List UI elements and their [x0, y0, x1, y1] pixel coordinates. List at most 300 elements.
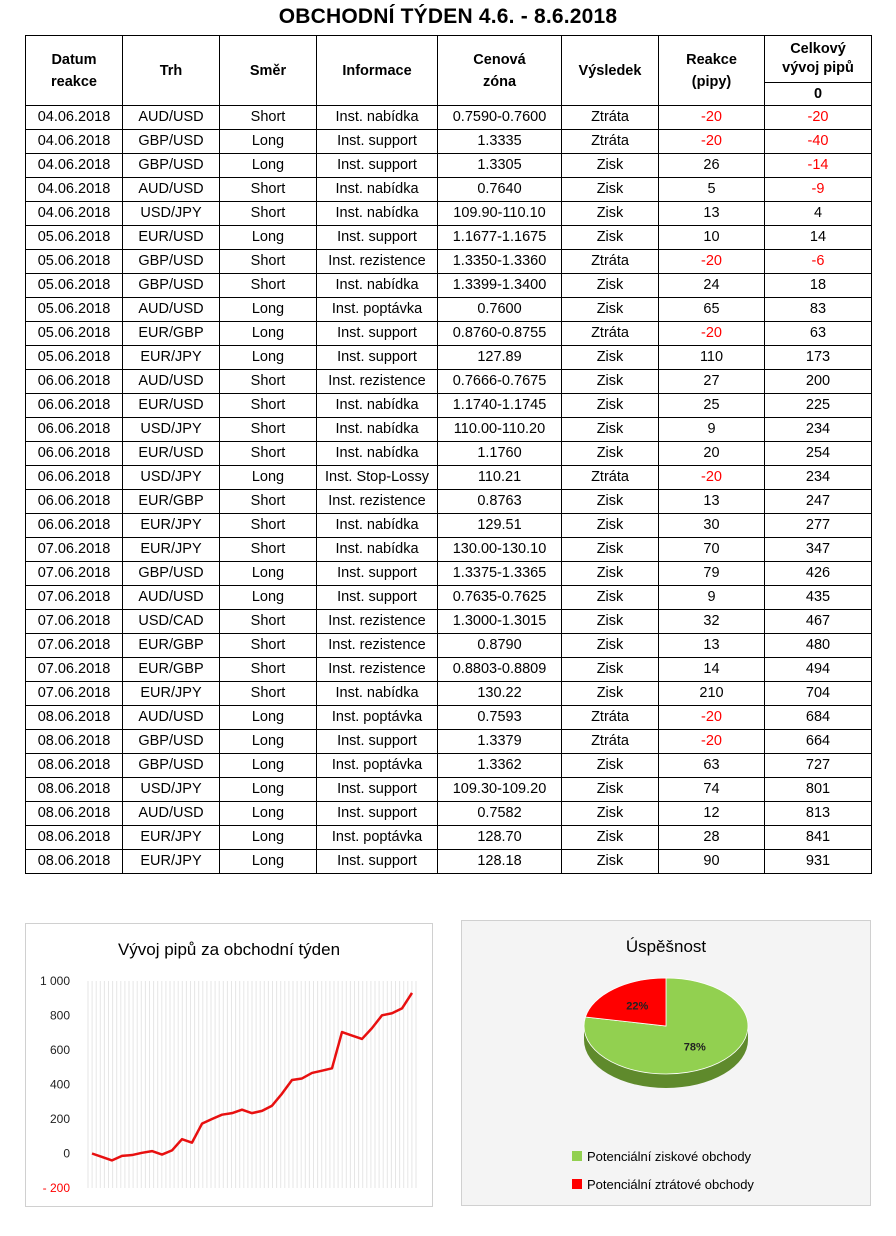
- cell-zona: 0.7640: [438, 178, 562, 202]
- cell-smer: Short: [220, 490, 317, 514]
- cell-smer: Long: [220, 586, 317, 610]
- cell-celkovy: 347: [765, 538, 872, 562]
- y-tick-label: 400: [49, 1077, 70, 1092]
- cell-smer: Short: [220, 682, 317, 706]
- cell-reakce: 79: [659, 562, 765, 586]
- cell-zona: 1.3375-1.3365: [438, 562, 562, 586]
- cell-smer: Long: [220, 706, 317, 730]
- cell-zona: 1.3000-1.3015: [438, 610, 562, 634]
- header-vysledek: Výsledek: [562, 36, 659, 106]
- cell-reakce: 13: [659, 634, 765, 658]
- table-row: [26, 154, 872, 178]
- table-row: [26, 802, 872, 826]
- cell-vysledek: Zisk: [562, 490, 659, 514]
- cell-celkovy: 494: [765, 658, 872, 682]
- cell-celkovy: -20: [765, 106, 872, 130]
- cell-trh: GBP/USD: [123, 274, 220, 298]
- cell-datum: 04.06.2018: [26, 178, 123, 202]
- cell-informace: Inst. support: [317, 562, 438, 586]
- cell-datum: 04.06.2018: [26, 106, 123, 130]
- cell-celkovy: 684: [765, 706, 872, 730]
- cell-datum: 08.06.2018: [26, 802, 123, 826]
- cell-smer: Long: [220, 346, 317, 370]
- pips-chart-title: Vývoj pipů za obchodní týden: [117, 940, 341, 959]
- legend-item-loss: [572, 1170, 754, 1198]
- cell-smer: Short: [220, 634, 317, 658]
- y-tick-label: - 200: [42, 1181, 70, 1195]
- cell-reakce: -20: [659, 250, 765, 274]
- cell-celkovy: 200: [765, 370, 872, 394]
- cell-datum: 07.06.2018: [26, 610, 123, 634]
- cell-celkovy: 801: [765, 778, 872, 802]
- cell-vysledek: Zisk: [562, 370, 659, 394]
- legend-swatch-loss: [572, 1179, 582, 1189]
- cell-smer: Short: [220, 106, 317, 130]
- cell-vysledek: Zisk: [562, 634, 659, 658]
- table-row: [26, 394, 872, 418]
- cell-informace: Inst. nabídka: [317, 394, 438, 418]
- cell-vysledek: Zisk: [562, 154, 659, 178]
- y-tick-label: 800: [49, 1008, 70, 1023]
- cell-smer: Long: [220, 850, 317, 874]
- cell-reakce: 74: [659, 778, 765, 802]
- cell-trh: AUD/USD: [123, 370, 220, 394]
- cell-zona: 128.18: [438, 850, 562, 874]
- cell-smer: Short: [220, 538, 317, 562]
- trades-table: [25, 35, 872, 874]
- table-row: [26, 322, 872, 346]
- cell-informace: Inst. nabídka: [317, 178, 438, 202]
- cell-datum: 08.06.2018: [26, 730, 123, 754]
- cell-informace: Inst. nabídka: [317, 514, 438, 538]
- cell-reakce: 14: [659, 658, 765, 682]
- cell-trh: AUD/USD: [123, 298, 220, 322]
- cell-celkovy: 247: [765, 490, 872, 514]
- cell-zona: 130.22: [438, 682, 562, 706]
- cell-vysledek: Zisk: [562, 178, 659, 202]
- cell-informace: Inst. rezistence: [317, 658, 438, 682]
- legend-label-profit: Potenciální ziskové obchody: [587, 1148, 752, 1164]
- cell-informace: Inst. nabídka: [317, 106, 438, 130]
- cell-informace: Inst. support: [317, 730, 438, 754]
- cell-datum: 06.06.2018: [26, 370, 123, 394]
- cell-vysledek: Ztráta: [562, 322, 659, 346]
- cell-vysledek: Zisk: [562, 682, 659, 706]
- cell-zona: 130.00-130.10: [438, 538, 562, 562]
- cell-smer: Short: [220, 178, 317, 202]
- cell-informace: Inst. rezistence: [317, 634, 438, 658]
- cell-informace: Inst. support: [317, 586, 438, 610]
- cell-celkovy: 14: [765, 226, 872, 250]
- cell-informace: Inst. support: [317, 778, 438, 802]
- cell-vysledek: Zisk: [562, 586, 659, 610]
- cell-reakce: -20: [659, 466, 765, 490]
- table-row: [26, 202, 872, 226]
- cell-informace: Inst. rezistence: [317, 370, 438, 394]
- cell-trh: AUD/USD: [123, 706, 220, 730]
- cell-zona: 109.90-110.10: [438, 202, 562, 226]
- cell-celkovy: 704: [765, 682, 872, 706]
- cell-reakce: 9: [659, 586, 765, 610]
- cell-trh: EUR/USD: [123, 226, 220, 250]
- cell-smer: Long: [220, 298, 317, 322]
- cell-trh: AUD/USD: [123, 106, 220, 130]
- cell-trh: EUR/JPY: [123, 514, 220, 538]
- cell-celkovy: 234: [765, 418, 872, 442]
- cell-informace: Inst. poptávka: [317, 754, 438, 778]
- table-row: [26, 250, 872, 274]
- cell-datum: 08.06.2018: [26, 706, 123, 730]
- cell-smer: Long: [220, 802, 317, 826]
- cell-vysledek: Ztráta: [562, 466, 659, 490]
- header-reakce: Reakce (pipy): [659, 36, 765, 106]
- cell-datum: 06.06.2018: [26, 490, 123, 514]
- table-row: [26, 274, 872, 298]
- cell-informace: Inst. support: [317, 154, 438, 178]
- legend-label-loss: Potenciální ztrátové obchody: [587, 1176, 754, 1192]
- cell-datum: 07.06.2018: [26, 586, 123, 610]
- cell-reakce: -20: [659, 706, 765, 730]
- cell-zona: 129.51: [438, 514, 562, 538]
- cell-smer: Long: [220, 466, 317, 490]
- page-title: OBCHODNÍ TÝDEN 4.6. - 8.6.2018: [278, 5, 618, 28]
- cell-vysledek: Zisk: [562, 442, 659, 466]
- cell-zona: 0.7635-0.7625: [438, 586, 562, 610]
- cell-informace: Inst. support: [317, 850, 438, 874]
- cell-datum: 05.06.2018: [26, 226, 123, 250]
- cell-celkovy: 841: [765, 826, 872, 850]
- cell-celkovy: 664: [765, 730, 872, 754]
- cell-celkovy: 277: [765, 514, 872, 538]
- cell-reakce: -20: [659, 322, 765, 346]
- pips-chart-panel: [25, 923, 433, 1207]
- cell-trh: AUD/USD: [123, 802, 220, 826]
- cell-informace: Inst. support: [317, 130, 438, 154]
- cell-reakce: 24: [659, 274, 765, 298]
- cell-informace: Inst. support: [317, 346, 438, 370]
- cell-smer: Long: [220, 154, 317, 178]
- cell-informace: Inst. support: [317, 802, 438, 826]
- cell-vysledek: Zisk: [562, 538, 659, 562]
- cell-trh: USD/JPY: [123, 202, 220, 226]
- cell-celkovy: 467: [765, 610, 872, 634]
- table-row: [26, 586, 872, 610]
- cell-celkovy: 254: [765, 442, 872, 466]
- cell-reakce: 12: [659, 802, 765, 826]
- cell-datum: 04.06.2018: [26, 202, 123, 226]
- table-row: [26, 562, 872, 586]
- table-row: [26, 130, 872, 154]
- y-tick-label: 0: [63, 1146, 70, 1161]
- cell-zona: 0.7666-0.7675: [438, 370, 562, 394]
- cell-smer: Long: [220, 226, 317, 250]
- cell-smer: Long: [220, 562, 317, 586]
- table-row: [26, 514, 872, 538]
- cell-datum: 05.06.2018: [26, 250, 123, 274]
- cell-zona: 128.70: [438, 826, 562, 850]
- cell-zona: 0.8803-0.8809: [438, 658, 562, 682]
- cell-vysledek: Zisk: [562, 802, 659, 826]
- cell-datum: 07.06.2018: [26, 682, 123, 706]
- cell-vysledek: Zisk: [562, 298, 659, 322]
- cell-vysledek: Zisk: [562, 850, 659, 874]
- cell-trh: EUR/JPY: [123, 682, 220, 706]
- cell-trh: AUD/USD: [123, 586, 220, 610]
- cell-reakce: 26: [659, 154, 765, 178]
- pie-legend: [572, 1142, 754, 1198]
- header-datum: Datum reakce: [26, 36, 123, 106]
- cell-trh: EUR/GBP: [123, 490, 220, 514]
- cell-trh: USD/JPY: [123, 466, 220, 490]
- cell-datum: 07.06.2018: [26, 634, 123, 658]
- cell-zona: 0.7590-0.7600: [438, 106, 562, 130]
- cell-zona: 0.7593: [438, 706, 562, 730]
- cell-zona: 109.30-109.20: [438, 778, 562, 802]
- cell-celkovy: 813: [765, 802, 872, 826]
- cell-datum: 05.06.2018: [26, 346, 123, 370]
- table-row: [26, 370, 872, 394]
- header-celkovy-start: 0: [765, 83, 872, 106]
- cell-informace: Inst. support: [317, 322, 438, 346]
- cell-reakce: 20: [659, 442, 765, 466]
- cell-zona: 1.1677-1.1675: [438, 226, 562, 250]
- cell-smer: Short: [220, 202, 317, 226]
- cell-smer: Short: [220, 442, 317, 466]
- header-smer: Směr: [220, 36, 317, 106]
- cell-informace: Inst. nabídka: [317, 442, 438, 466]
- header-informace: Informace: [317, 36, 438, 106]
- table-row: [26, 826, 872, 850]
- cell-reakce: 30: [659, 514, 765, 538]
- cell-celkovy: -40: [765, 130, 872, 154]
- cell-reakce: 5: [659, 178, 765, 202]
- cell-datum: 06.06.2018: [26, 418, 123, 442]
- legend-item-profit: [572, 1142, 754, 1170]
- table-row: [26, 682, 872, 706]
- cell-informace: Inst. nabídka: [317, 682, 438, 706]
- header-zona: Cenová zóna: [438, 36, 562, 106]
- cell-informace: Inst. nabídka: [317, 538, 438, 562]
- cell-smer: Long: [220, 730, 317, 754]
- cell-trh: AUD/USD: [123, 178, 220, 202]
- table-row: [26, 778, 872, 802]
- cell-reakce: 65: [659, 298, 765, 322]
- cell-vysledek: Ztráta: [562, 106, 659, 130]
- cell-smer: Short: [220, 250, 317, 274]
- table-row: [26, 298, 872, 322]
- cell-informace: Inst. poptávka: [317, 298, 438, 322]
- cell-celkovy: 18: [765, 274, 872, 298]
- cell-celkovy: 480: [765, 634, 872, 658]
- cell-informace: Inst. rezistence: [317, 490, 438, 514]
- cell-smer: Long: [220, 754, 317, 778]
- cell-zona: 0.7600: [438, 298, 562, 322]
- table-row: [26, 658, 872, 682]
- cell-smer: Short: [220, 658, 317, 682]
- cell-celkovy: -6: [765, 250, 872, 274]
- cell-celkovy: 63: [765, 322, 872, 346]
- cell-smer: Short: [220, 274, 317, 298]
- cell-zona: 1.1740-1.1745: [438, 394, 562, 418]
- success-chart-title: Úspěšnost: [625, 937, 707, 956]
- cell-vysledek: Zisk: [562, 202, 659, 226]
- header-trh: Trh: [123, 36, 220, 106]
- cell-informace: Inst. rezistence: [317, 610, 438, 634]
- cell-datum: 08.06.2018: [26, 826, 123, 850]
- cell-smer: Long: [220, 826, 317, 850]
- cell-informace: Inst. nabídka: [317, 418, 438, 442]
- cell-informace: Inst. poptávka: [317, 706, 438, 730]
- cell-celkovy: 931: [765, 850, 872, 874]
- table-row: [26, 106, 872, 130]
- table-row: [26, 754, 872, 778]
- cell-vysledek: Zisk: [562, 418, 659, 442]
- cell-reakce: 25: [659, 394, 765, 418]
- cell-reakce: 10: [659, 226, 765, 250]
- cell-reakce: 70: [659, 538, 765, 562]
- cell-trh: USD/JPY: [123, 418, 220, 442]
- pie-label-loss: 22%: [626, 1000, 649, 1013]
- table-row: [26, 610, 872, 634]
- cell-zona: 1.1760: [438, 442, 562, 466]
- cell-zona: 1.3362: [438, 754, 562, 778]
- cell-trh: EUR/USD: [123, 394, 220, 418]
- cell-informace: Inst. Stop-Lossy: [317, 466, 438, 490]
- header-celkovy: Celkový vývoj pipů: [765, 36, 872, 83]
- cell-trh: EUR/JPY: [123, 346, 220, 370]
- cell-informace: Inst. nabídka: [317, 202, 438, 226]
- cell-zona: 0.8763: [438, 490, 562, 514]
- cell-celkovy: -14: [765, 154, 872, 178]
- cell-reakce: -20: [659, 106, 765, 130]
- cell-celkovy: 4: [765, 202, 872, 226]
- cell-zona: 1.3305: [438, 154, 562, 178]
- cell-datum: 07.06.2018: [26, 562, 123, 586]
- cell-trh: GBP/USD: [123, 250, 220, 274]
- table-row: [26, 490, 872, 514]
- cell-trh: EUR/JPY: [123, 826, 220, 850]
- cell-datum: 06.06.2018: [26, 466, 123, 490]
- cell-celkovy: -9: [765, 178, 872, 202]
- cell-informace: Inst. rezistence: [317, 250, 438, 274]
- cell-vysledek: Zisk: [562, 346, 659, 370]
- cell-celkovy: 727: [765, 754, 872, 778]
- cell-vysledek: Zisk: [562, 514, 659, 538]
- cell-reakce: 13: [659, 490, 765, 514]
- cell-reakce: 9: [659, 418, 765, 442]
- cell-reakce: 63: [659, 754, 765, 778]
- cell-zona: 1.3379: [438, 730, 562, 754]
- cell-vysledek: Zisk: [562, 658, 659, 682]
- cell-trh: USD/JPY: [123, 778, 220, 802]
- cell-vysledek: Zisk: [562, 394, 659, 418]
- cell-vysledek: Ztráta: [562, 250, 659, 274]
- pips-line-chart: [26, 924, 432, 1206]
- cell-smer: Long: [220, 322, 317, 346]
- cell-celkovy: 234: [765, 466, 872, 490]
- cell-vysledek: Ztráta: [562, 730, 659, 754]
- cell-trh: EUR/GBP: [123, 322, 220, 346]
- cell-zona: 0.8790: [438, 634, 562, 658]
- table-row: [26, 730, 872, 754]
- table-row: [26, 466, 872, 490]
- cell-datum: 06.06.2018: [26, 442, 123, 466]
- cell-celkovy: 173: [765, 346, 872, 370]
- cell-datum: 04.06.2018: [26, 130, 123, 154]
- cell-zona: 110.21: [438, 466, 562, 490]
- cell-vysledek: Zisk: [562, 226, 659, 250]
- cell-smer: Short: [220, 418, 317, 442]
- cell-trh: GBP/USD: [123, 154, 220, 178]
- pie-label-profit: 78%: [683, 1041, 706, 1054]
- table-row: [26, 850, 872, 874]
- cell-reakce: -20: [659, 730, 765, 754]
- table-row: [26, 442, 872, 466]
- cell-reakce: 13: [659, 202, 765, 226]
- cell-datum: 05.06.2018: [26, 322, 123, 346]
- cell-vysledek: Zisk: [562, 562, 659, 586]
- legend-swatch-profit: [572, 1151, 582, 1161]
- cell-celkovy: 83: [765, 298, 872, 322]
- y-tick-label: 1 000: [39, 974, 70, 988]
- cell-datum: 07.06.2018: [26, 538, 123, 562]
- cell-vysledek: Zisk: [562, 778, 659, 802]
- cell-datum: 08.06.2018: [26, 778, 123, 802]
- cell-datum: 05.06.2018: [26, 298, 123, 322]
- y-tick-label: 200: [49, 1112, 70, 1126]
- cell-trh: EUR/JPY: [123, 850, 220, 874]
- cell-smer: Short: [220, 394, 317, 418]
- cell-zona: 0.8760-0.8755: [438, 322, 562, 346]
- cell-vysledek: Zisk: [562, 826, 659, 850]
- cell-smer: Short: [220, 370, 317, 394]
- cell-reakce: -20: [659, 130, 765, 154]
- cell-smer: Short: [220, 514, 317, 538]
- table-row: [26, 346, 872, 370]
- cell-reakce: 27: [659, 370, 765, 394]
- cell-datum: 06.06.2018: [26, 514, 123, 538]
- cell-vysledek: Zisk: [562, 610, 659, 634]
- table-row: [26, 178, 872, 202]
- cell-trh: GBP/USD: [123, 562, 220, 586]
- cell-trh: USD/CAD: [123, 610, 220, 634]
- cell-vysledek: Ztráta: [562, 130, 659, 154]
- cell-celkovy: 435: [765, 586, 872, 610]
- table-row: [26, 706, 872, 730]
- cell-celkovy: 426: [765, 562, 872, 586]
- table-row: [26, 634, 872, 658]
- cell-vysledek: Zisk: [562, 274, 659, 298]
- table-row: [26, 226, 872, 250]
- cell-informace: Inst. poptávka: [317, 826, 438, 850]
- cell-reakce: 90: [659, 850, 765, 874]
- success-chart-panel: [461, 920, 871, 1206]
- cell-zona: 1.3350-1.3360: [438, 250, 562, 274]
- cell-zona: 0.7582: [438, 802, 562, 826]
- cell-zona: 1.3399-1.3400: [438, 274, 562, 298]
- cell-trh: GBP/USD: [123, 730, 220, 754]
- y-tick-label: 600: [49, 1043, 70, 1057]
- cell-datum: 08.06.2018: [26, 754, 123, 778]
- cell-vysledek: Zisk: [562, 754, 659, 778]
- cell-informace: Inst. support: [317, 226, 438, 250]
- cell-datum: 06.06.2018: [26, 394, 123, 418]
- table-row: [26, 418, 872, 442]
- cell-reakce: 32: [659, 610, 765, 634]
- cell-vysledek: Ztráta: [562, 706, 659, 730]
- cell-trh: EUR/JPY: [123, 538, 220, 562]
- cell-zona: 1.3335: [438, 130, 562, 154]
